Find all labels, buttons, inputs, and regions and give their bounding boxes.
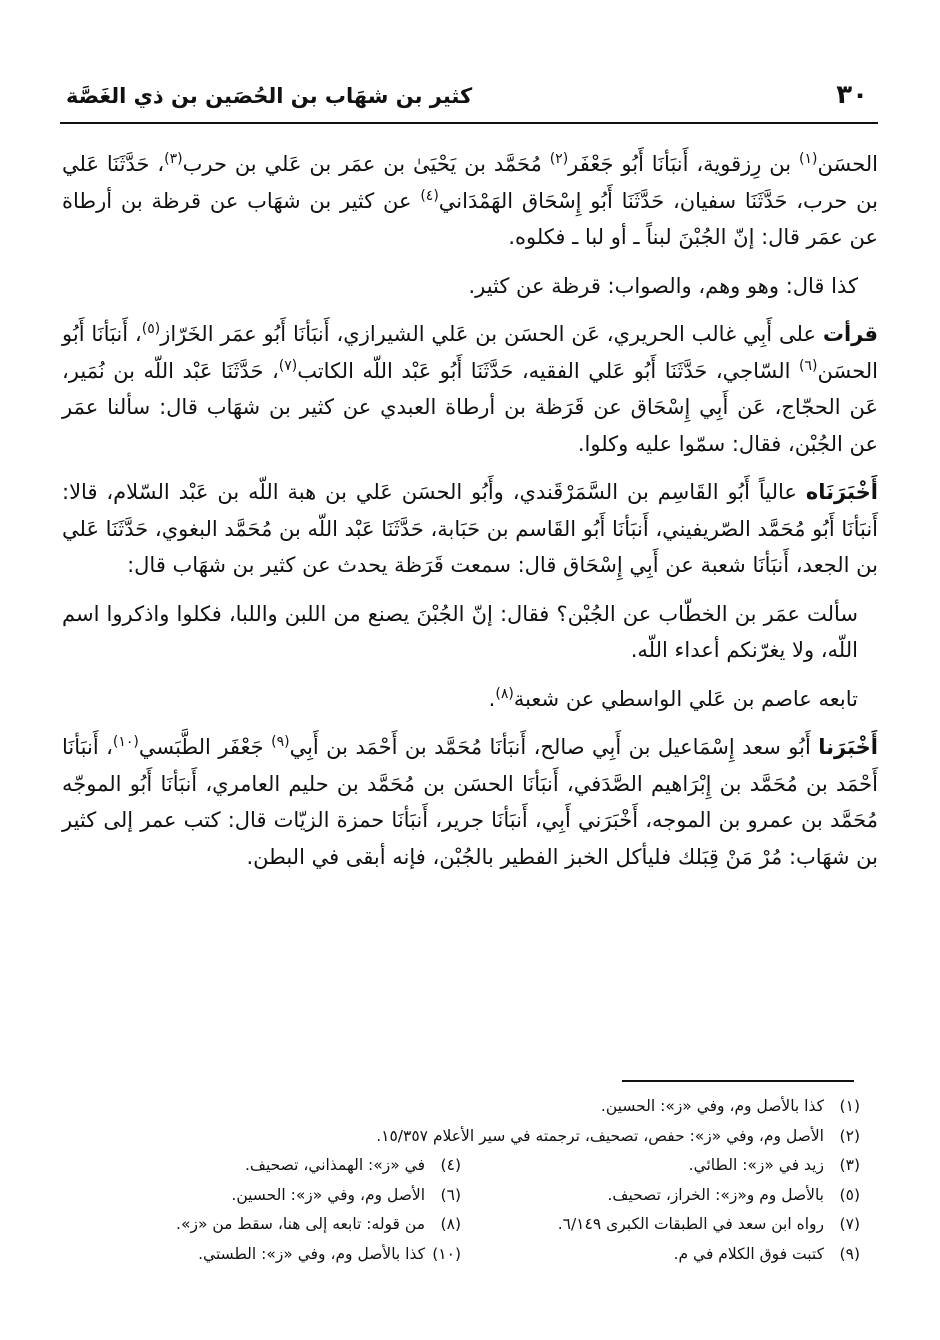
text-run: ، أَنبَأنَا أَبُو الحسَن	[62, 322, 878, 383]
footnote-ref: (١)	[799, 151, 818, 167]
paragraph-4	[62, 474, 878, 584]
running-title: كثير بن شهَاب بن الحُصَين بن ذي الغَصَّة	[66, 84, 473, 108]
text-run: على أَبِي غالب الحريري، عَن الحسَن بن عَلي الشيرازي، أَنبَأنَا أَبُو عمَر الخَرّاز	[160, 322, 823, 346]
paragraph-3	[62, 316, 878, 462]
footnote-10	[62, 1240, 461, 1270]
footnote-ref: (٩)	[271, 734, 290, 750]
footnote-ref: (٦)	[799, 357, 818, 374]
footnote-row	[62, 1181, 860, 1211]
footnote-number: (٦)	[440, 1185, 461, 1204]
footnote-text: كتبت فوق الكلام في م.	[673, 1244, 824, 1263]
footnote-number: (٧)	[839, 1215, 860, 1233]
text-run: أَبُو سعد إِسْمَاعيل بن أَبِي صالح، أَنبَأنَا مُحَمَّد بن أَحْمَد بن أَبِي	[289, 735, 819, 759]
footnote-text: كذا بالأصل وم، وفي «ز»: الطستي.	[198, 1244, 425, 1263]
footnote-number: (١)	[839, 1097, 860, 1115]
footnotes	[62, 1092, 860, 1269]
lead-word: أَخْبَرَنا	[818, 735, 878, 759]
paragraph-1	[62, 146, 878, 256]
footnote-number: (٣)	[839, 1156, 860, 1174]
page-number: ٣٠	[836, 80, 868, 110]
footnote-number: (٢)	[839, 1126, 860, 1145]
text-run: الحسَن	[817, 152, 878, 176]
text-run: تابعه عاصم بن عَلي الواسطي عن شعبة	[513, 686, 858, 711]
text-run: مُحَمَّد بن يَحْيَىٰ بن عمَر بن عَلي بن حرب	[182, 152, 550, 176]
footnote-number: (٥)	[839, 1185, 860, 1204]
text-run: .	[488, 686, 496, 711]
lead-word: قرأت	[822, 322, 878, 346]
footnote-3	[461, 1151, 860, 1181]
footnote-2	[62, 1122, 860, 1152]
footnote-ref: (٥)	[141, 321, 161, 337]
paragraph-2: كذا قال: وهو وهم، والصواب: قرظة عن كثير.	[468, 273, 858, 298]
paragraph-5: سألت عمَر بن الخطّاب عن الجُبْن؟ فقال: إنّ الجُبْنَ يصنع من اللبن واللبا، فكلوا واذكروا اسم اللّه، ولا يغرّنكم أعداء اللّه.	[62, 601, 858, 662]
text-run: عالياً أَبُو القَاسِم بن السَّمَرْقَندي، وأَبُو الحسَن عَلي بن هبة اللّه بن عَبْد السّلام، قالا: أَنبَأنَا أَبُو مُحَمَّد الصّريفيني، أَنبَأنَا أَبُو القَاسم بن حَبَابة، حَدَّثَنَا عَبْد اللّه بن مُحَمَّد البغوي، حَدَّثَنَا عَلي بن الجعد، أَنبَأنَا شعبة عن أَبِي إِسْحَاق قال: سمعت قَرَظة يحدث عن كثير بن شهَاب قال:	[62, 480, 878, 577]
footnote-text: في «ز»: الهمذاني، تصحيف.	[244, 1156, 425, 1174]
paragraph-6	[62, 681, 878, 718]
footnote-text: الأصل وم، وفي «ز»: الحسين.	[231, 1185, 425, 1204]
footnote-ref: (٧)	[278, 357, 298, 374]
footnote-row	[62, 1092, 860, 1122]
footnote-number: (١٠)	[432, 1244, 461, 1263]
footnote-text: من قوله: تابعه إلى هنا، سقط من «ز».	[176, 1215, 425, 1233]
footnote-text: بالأصل وم و«ز»: الخراز، تصحيف.	[607, 1185, 824, 1204]
footnote-number: (٨)	[440, 1215, 461, 1233]
running-header	[62, 78, 878, 118]
footnote-6	[62, 1181, 461, 1211]
footnote-4	[62, 1151, 461, 1181]
footnote-row	[62, 1240, 860, 1270]
footnote-7	[461, 1210, 860, 1240]
text-run: ، حَدَّثَنَا عَلي بن حرب، حَدَّثَنَا سفيان، حَدَّثَنَا أَبُو إِسْحَاق الهَمْدَاني	[62, 152, 878, 213]
text-run: السّاجي، حَدَّثَنَا أَبُو عَلي الفقيه، حَدَّثَنَا أَبُو عَبْد اللّه الكاتب	[297, 358, 800, 383]
text-run: بن رِزقوية، أَنبَأنَا أَبُو جَعْفَر	[568, 152, 800, 176]
text-run: جَعْفَر الطَّبَسي	[138, 735, 272, 759]
footnote-ref: (٣)	[164, 151, 183, 167]
text-run: ، أَنبَأنَا أَحْمَد بن مُحَمَّد بن إِبْرَاهيم الصَّدَفي، أَنبَأنَا الحسَن بن مُحَمَّد بن حليم العامري، أَنبَأنَا أَبُو الموجّه مُحَمَّد بن عمرو بن الموجه، أَخْبَرَني أَبِي، أَنبَأنَا جرير، أَنبَأنَا حمزة الزيّات قال: كتب عمر إلى كثير بن شهَاب: مُرْ مَنْ قِبَلك فليأكل الخبز الفطير بالجُبْن، فإنه أبقى في البطن.	[62, 735, 878, 869]
text-run: ، حَدَّثَنَا عَبْد اللّه بن نُمَير، عَن الحجّاج، عَن أَبِي إِسْحَاق عن قَرَظة بن أرطاة العبدي عن كثير بن شهَاب قال: سألنا عمَر عن الجُبْن، فقال: سمّوا عليه وكلوا.	[62, 358, 878, 456]
footnote-separator	[622, 1080, 854, 1082]
footnote-ref: (٢)	[549, 151, 569, 167]
footnote-text: زيد في «ز»: الطائي.	[688, 1156, 824, 1174]
footnote-9	[461, 1240, 860, 1270]
footnote-5	[461, 1181, 860, 1211]
header-rule	[60, 122, 878, 124]
footnote-8	[62, 1210, 461, 1240]
footnote-number: (٤)	[440, 1156, 461, 1174]
footnote-row	[62, 1122, 860, 1152]
footnote-text: كذا بالأصل وم، وفي «ز»: الحسين.	[600, 1097, 824, 1115]
footnote-number: (٩)	[839, 1244, 860, 1263]
paragraph-7	[62, 729, 878, 875]
footnote-text: الأصل وم، وفي «ز»: حفص، تصحيف، ترجمته في سير الأعلام ١٥/٣٥٧.	[376, 1126, 824, 1145]
footnote-row	[62, 1151, 860, 1181]
footnote-ref: (٨)	[495, 685, 514, 702]
lead-word: أَخْبَرَنَاه	[805, 480, 878, 504]
footnote-ref: (١٠)	[112, 734, 139, 750]
footnote-1	[62, 1092, 860, 1122]
footnote-row	[62, 1210, 860, 1240]
main-text	[62, 146, 878, 875]
footnote-text: رواه ابن سعد في الطبقات الكبرى ٦/١٤٩.	[557, 1215, 824, 1233]
footnote-ref: (٤)	[420, 187, 439, 204]
text-run: عن كثير بن شهَاب عن قرظة بن أرطاة عن عمَر قال: إنّ الجُبْنَ لبناً ـ أو لبا ـ فكلوه.	[62, 188, 878, 249]
